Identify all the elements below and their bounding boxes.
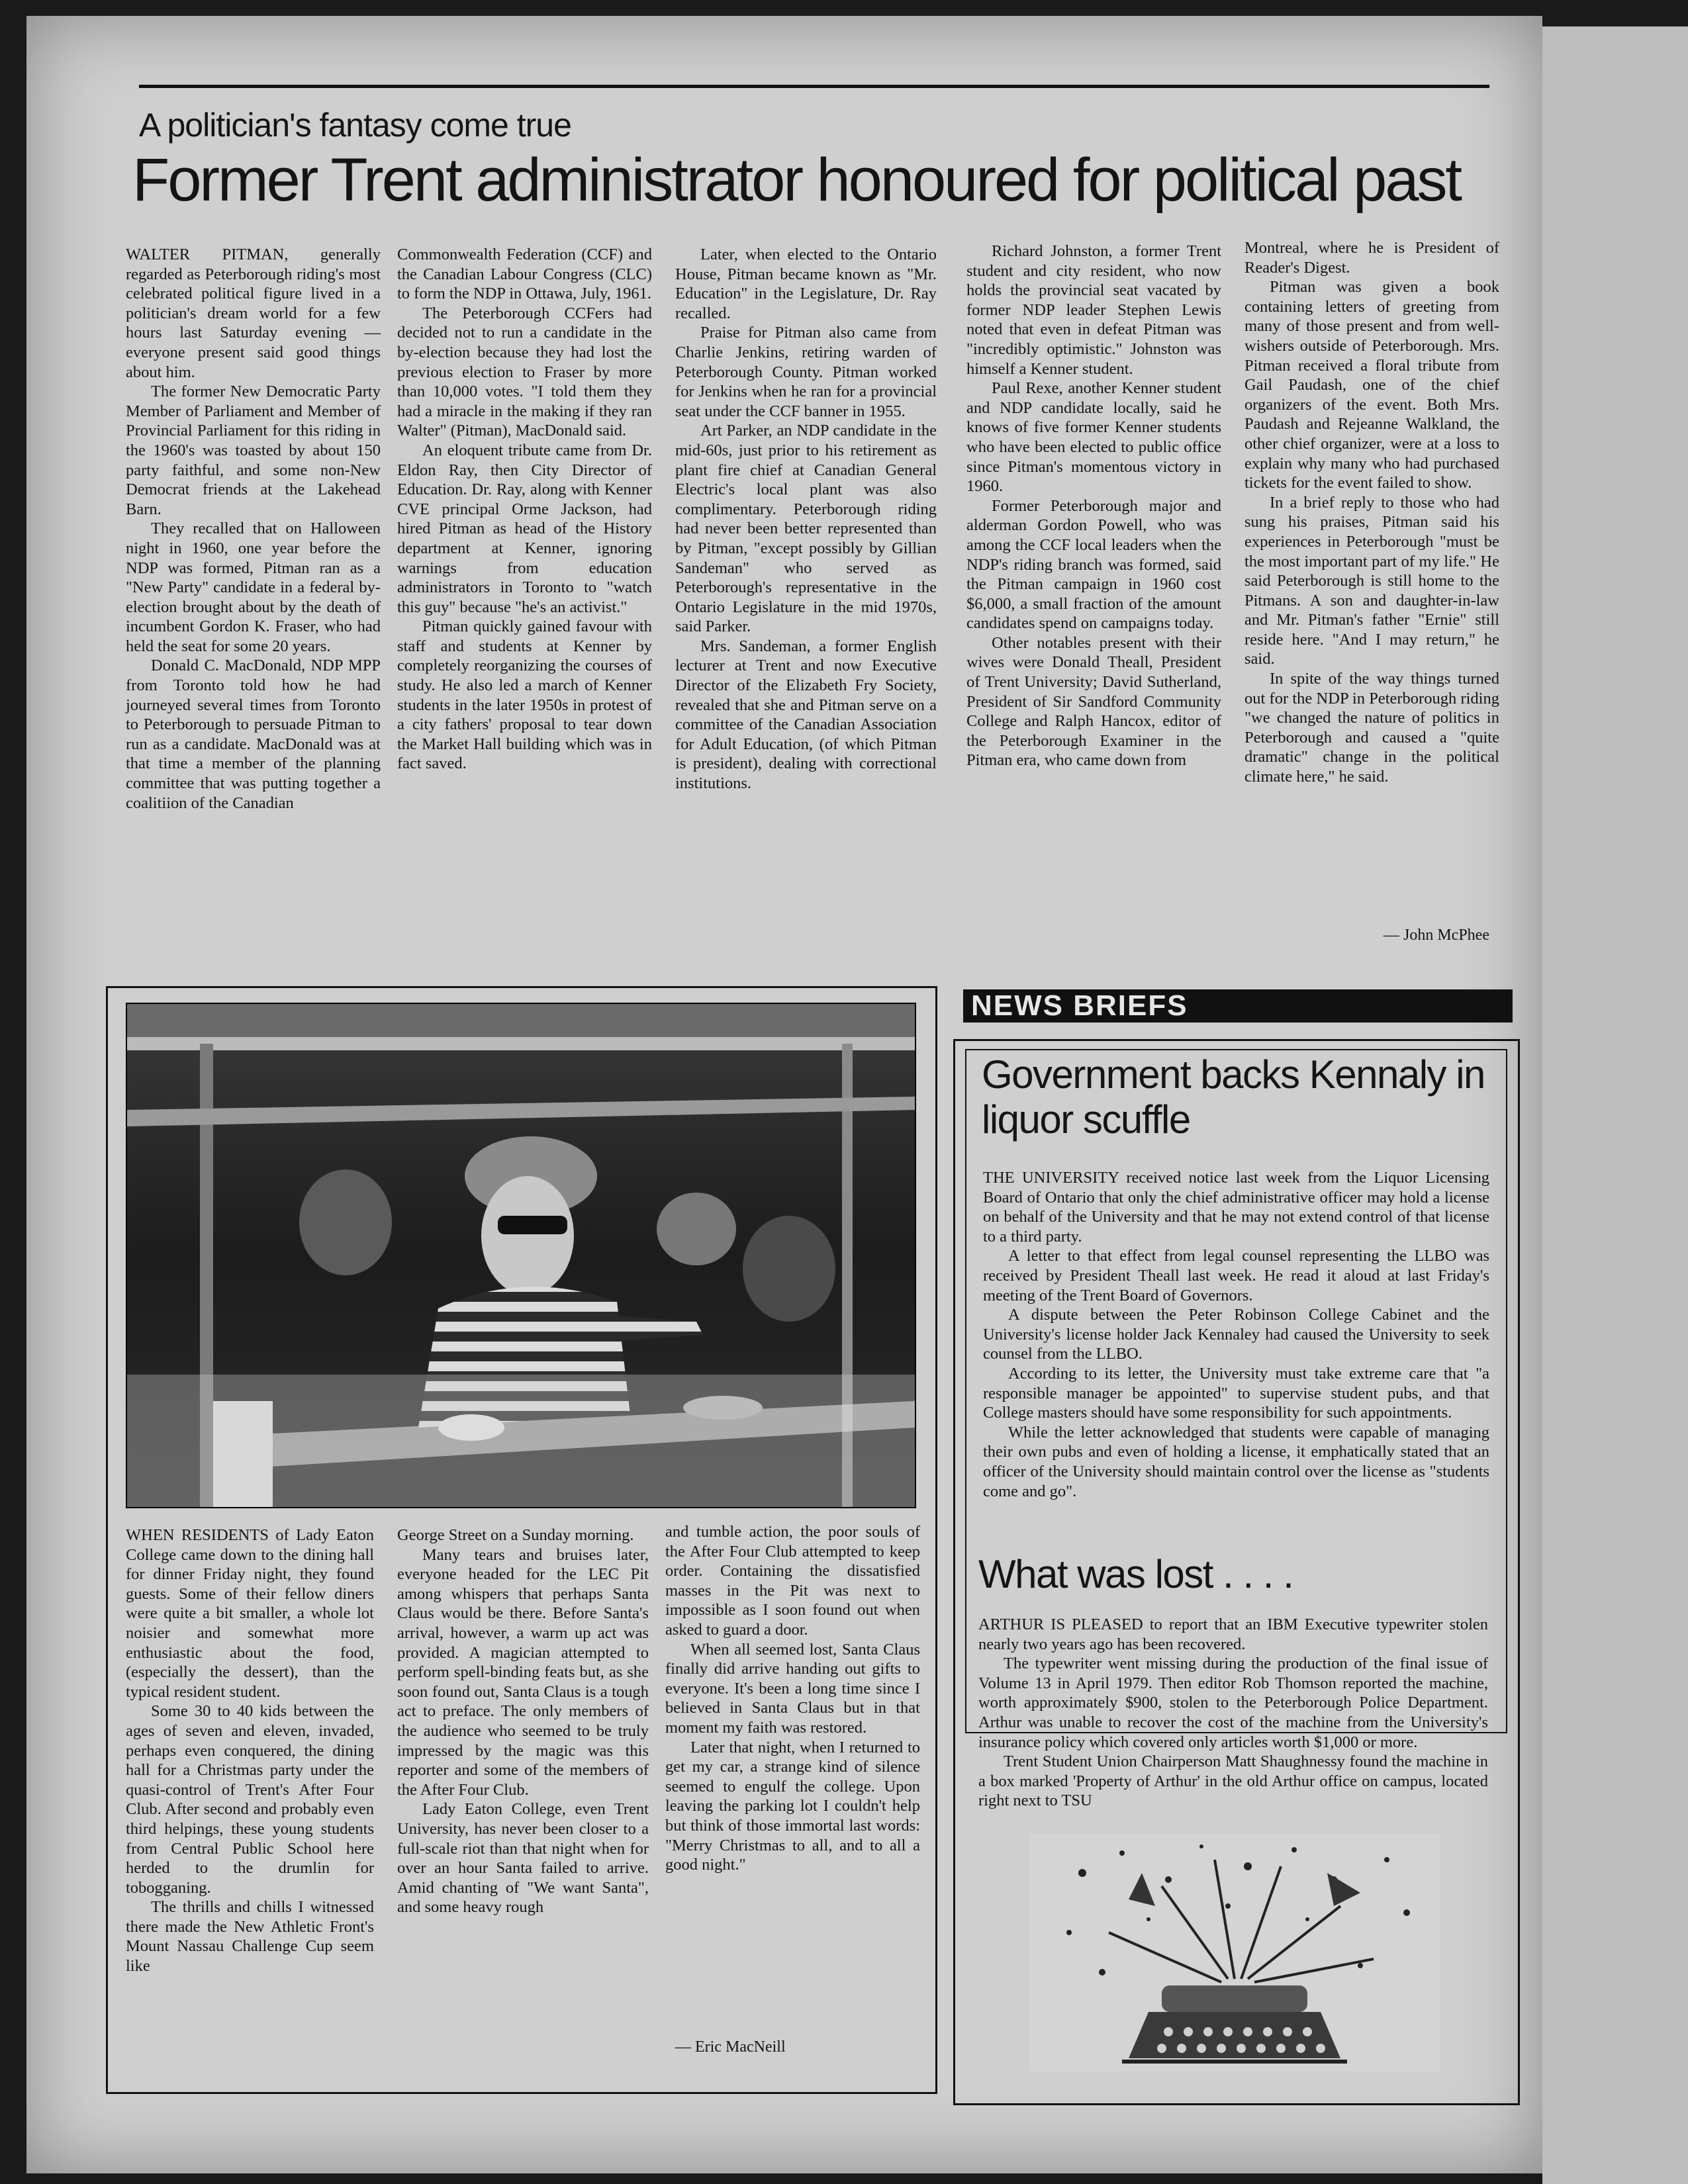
paragraph: The Peterborough CCFers had decided not to run a candidate in the by-election because they had lost the previous election to Fraser by more than 10,000 votes. "I told them they had a miracle in the making if they ran Walter" (Pitman), MacDonald said.	[397, 304, 652, 440]
article2-column-3	[665, 1522, 920, 1875]
article1-byline: — John McPhee	[1383, 927, 1489, 944]
article1-column-4	[966, 242, 1221, 770]
paragraph: Montreal, where he is President of Reader's Digest.	[1244, 239, 1499, 277]
article1-column-3	[675, 245, 937, 794]
paragraph: George Street on a Sunday morning.	[397, 1526, 634, 1544]
paragraph: The typewriter went missing during the production of the final issue of Volume 13 in April 1979. Then editor Rob Thomson reported the machine, worth approximately $900, stolen to the Peterborough Police Department. Arthur was unable to recover the cost of the machine from the University's insurance policy which covered only articles worth $1,000 or more.	[978, 1655, 1488, 1751]
paragraph: Trent Student Union Chairperson Matt Shaughnessy found the machine in a box marked 'Property of Arthur' in the old Arthur office on campus, located right next to TSU	[978, 1752, 1488, 1810]
paragraph: When all seemed lost, Santa Claus finally did arrive handing out gifts to everyone. It's been a long time since I believed in Santa Claus but in that moment my faith was restored.	[665, 1640, 920, 1737]
paragraph: Donald C. MacDonald, NDP MPP from Toronto told how he had journeyed several times from Toronto to Peterborough to persuade Pitman to run as a candidate. MacDonald was at that time a member of the planning committee that was putting together a coalitiion of the Canadian	[126, 657, 381, 812]
paragraph: Other notables present with their wives were Donald Theall, President of Trent University; David Sutherland, President of Sir Sandford Community College and Ralph Hancox, editor of the Peterborough Examiner in the Pitman era, who came down from	[966, 633, 1221, 770]
article2-column-1	[126, 1525, 374, 1976]
news-briefs-banner: NEWS BRIEFS	[963, 989, 1513, 1023]
news-brief-1-body	[983, 1168, 1489, 1501]
dining-hall-photo	[126, 1003, 916, 1508]
paragraph: Commonwealth Federation (CCF) and the Canadian Labour Congress (CLC) to form the NDP in Ottawa, July, 1961.	[397, 246, 652, 303]
paragraph: WALTER PITMAN, generally regarded as Peterborough riding's most celebrated political figure lived in a politician's dream world for a few hours last Saturday evening — everyone present said good things about him.	[126, 246, 381, 381]
paragraph: Later, when elected to the Ontario House, Pitman became known as "Mr. Education" in the Legislature, Dr. Ray recalled.	[675, 246, 937, 322]
paragraph: In a brief reply to those who had sung his praises, Pitman said his experiences in Peterborough "must be the most important part of my life." He said Peterborough is still home to the Pitmans. A son and daughter-in-law and Mr. Pitman's father "Ernie" still reside here. "And I may return," he said.	[1244, 493, 1499, 668]
children-at-table-image	[127, 1004, 915, 1507]
article1-column-2	[397, 245, 652, 774]
paragraph: They recalled that on Halloween night in 1960, one year before the NDP was formed, Pitman ran as a "New Party" candidate in a federal by-election brought about by the death of incumbent Gordon K. Fraser, who had held the seat for some 20 years.	[126, 520, 381, 655]
article-kicker: A politician's fantasy come true	[139, 107, 571, 144]
paragraph: ARTHUR IS PLEASED to report that an IBM Executive typewriter stolen nearly two years ago has been recovered.	[978, 1615, 1488, 1653]
paragraph: Art Parker, an NDP candidate in the mid-60s, just prior to his retirement as plant fire chief at Canadian General Electric's local plant was also complimentary. Peterborough riding had never been better represented than by Pitman, "except possibly by Gillian Sandeman" who served as Peterborough's representative in the Ontario Legislature in the mid 1970s, said Parker.	[675, 422, 937, 636]
paragraph: Pitman was given a book containing letters of greeting from many of those present and from well-wishers outside of Peterborough. Mrs. Pitman received a floral tribute from Gail Paudash, one of the chief organizers of the event. Both Mrs. Paudash and Rejeanne Walkland, the other chief organizer, were at a loss to explain why many who had purchased tickets for the event failed to show.	[1244, 278, 1499, 492]
paragraph: WHEN RESIDENTS of Lady Eaton College came down to the dining hall for dinner Friday night, they found guests. Some of their fellow diners were quite a bit smaller, a whole lot noisier and somewhat more enthusiastic about the food, (especially the dessert), than the typical resident student.	[126, 1526, 374, 1701]
article2-column-2	[397, 1525, 649, 1917]
paragraph: Mrs. Sandeman, a former English lecturer at Trent and now Executive Director of the Elizabeth Fry Society, revealed that she and Pitman serve on a committee of the Canadian Association for Adult Education, (of which Pitman is president), dealing with correctional institutions.	[675, 637, 937, 793]
paragraph: Former Peterborough major and alderman Gordon Powell, who was among the CCF local leaders when the NDP's riding branch was formed, said the Pitman campaign in 1960 cost $6,000, a small fraction of the amount candidates spend on campaigns today.	[966, 496, 1221, 633]
article2-byline: — Eric MacNeill	[675, 2038, 786, 2056]
paragraph: Many tears and bruises later, everyone headed for the LEC Pit among whispers that perhaps Santa Claus would be there. Before Santa's arrival, however, a warm up act was provided. A magician attempted to perform spell-binding feats but, as she soon found out, Santa Claus is a tough act to preface. The only members of the audience who seemed to be truly impressed by the magic was this reporter and some of the members of the After Four Club.	[397, 1545, 649, 1799]
adjacent-page-edge	[1542, 26, 1688, 2184]
article-headline: Former Trent administrator honoured for political past	[132, 146, 1461, 214]
news-brief-2-body	[978, 1615, 1488, 1811]
paragraph: The former New Democratic Party Member of Parliament and Member of Provincial Parliament for this riding in the 1960's was toasted by about 150 party faithful, and some non-New Democrat friends at the Lakehead Barn.	[126, 383, 381, 518]
typewriter-icon	[1029, 1833, 1440, 2071]
paragraph: The thrills and chills I witnessed there made the New Athletic Front's Mount Nassau Challenge Cup seem like	[126, 1898, 374, 1976]
paragraph: Lady Eaton College, even Trent University, has never been closer to a full-scale riot than that night when for over an hour Santa failed to arrive. Amid chanting of "We want Santa", and some heavy rough	[397, 1800, 649, 1917]
paragraph: A letter to that effect from legal counsel representing the LLBO was received by President Theall last week. He read it aloud at last Friday's meeting of the Trent Board of Governors.	[983, 1247, 1489, 1304]
paragraph: A dispute between the Peter Robinson College Cabinet and the University's license holder Jack Kennaley had caused the University to seek counsel from the LLBO.	[983, 1306, 1489, 1363]
paragraph: Paul Rexe, another Kenner student and NDP candidate locally, said he knows of five former Kenner students who have been elected to public office since Pitman's momentous victory in 1960.	[966, 379, 1221, 496]
paragraph: In spite of the way things turned out for the NDP in Peterborough riding "we changed the nature of politics in Peterborough and caused a "quite dramatic" change in the political climate here," he said.	[1244, 670, 1499, 786]
paragraph: Richard Johnston, a former Trent student and city resident, who now holds the provincial seat vacated by former NDP leader Stephen Lewis noted that even in defeat Pitman was "incredibly optimistic." Johnston was himself a Kenner student.	[966, 242, 1221, 378]
paragraph: While the letter acknowledged that students were capable of managing their own pubs and even of holding a license, it emphatically stated that an officer of the University should maintain control over the license as "students come and go".	[983, 1423, 1489, 1500]
article1-column-5	[1244, 238, 1499, 787]
article1-column-1	[126, 245, 381, 813]
paragraph: THE UNIVERSITY received notice last week from the Liquor Licensing Board of Ontario that only the chief administrative officer may hold a license on behalf of the University and that he may not extend control of that license to a third party.	[983, 1169, 1489, 1246]
news-brief-2-title: What was lost . . . .	[978, 1552, 1293, 1596]
paragraph: Later that night, when I returned to get my car, a strange kind of silence seemed to engulf the college. Upon leaving the parking lot I couldn't help but think of those immortal last words: "Merry Christmas to all, and to all a good night."	[665, 1738, 920, 1874]
top-rule	[139, 85, 1489, 88]
paragraph: and tumble action, the poor souls of the After Four Club attempted to keep order. Containing the dissatisfied masses in the Pit was next to impossible as I soon found out when asked to guard a door.	[665, 1523, 920, 1639]
paragraph: Praise for Pitman also came from Charlie Jenkins, retiring warden of Peterborough County. Pitman worked for Jenkins when he ran for a provincial seat under the CCF banner in 1955.	[675, 324, 937, 420]
paragraph: An eloquent tribute came from Dr. Eldon Ray, then City Director of Education. Dr. Ray, along with Kenner CVE principal Orme Jackson, had hired Pitman as head of the History department at Kenner, ignoring warnings from education administrators in Toronto to "watch this guy" because "he's an activist."	[397, 441, 652, 616]
paragraph: Pitman quickly gained favour with staff and students at Kenner by completely reorganizing the courses of study. He also led a march of Kenner students in the later 1950s in protest of a city fathers' proposal to tear down the Market Hall building which was in fact saved.	[397, 617, 652, 773]
exploding-typewriter-illustration	[1029, 1833, 1440, 2071]
paragraph: According to its letter, the University must take extreme care that "a responsible manager be appointed" to supervise student pubs, and that College masters should have some responsibility for such appointments.	[983, 1364, 1489, 1422]
news-brief-1-title: Government backs Kennaly in liquor scuffle	[982, 1052, 1485, 1142]
paragraph: Some 30 to 40 kids between the ages of seven and eleven, invaded, perhaps even conquered, the dining hall for a Christmas party under the quasi-control of Trent's After Four Club. After second and probably even third helpings, these young students from Central Public School here herded to the drumlin for tobogganing.	[126, 1702, 374, 1897]
